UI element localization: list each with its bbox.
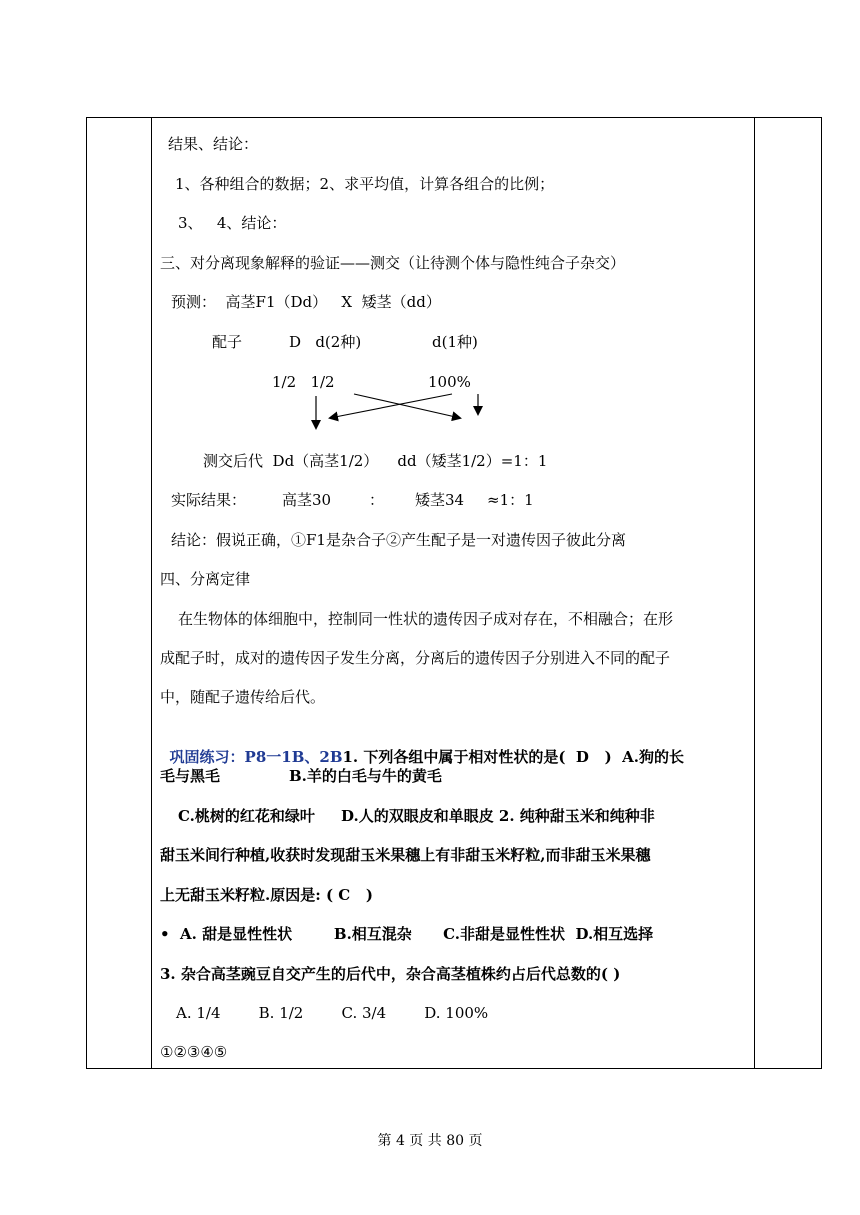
results-line-1: 1、各种组合的数据；2、求平均值，计算各组合的比例； bbox=[175, 175, 555, 193]
section-4-title: 四、分离定律 bbox=[160, 570, 251, 588]
arrow-cross-right bbox=[354, 394, 460, 418]
ratio-left: 1/2 1/2 bbox=[272, 373, 335, 391]
prediction-line: 预测： 高茎F1（Dd） X 矮茎（dd） bbox=[171, 293, 441, 311]
question-3-options: A. 1/4 B. 1/2 C. 3/4 D. 100% bbox=[176, 1004, 489, 1022]
question-3-text: 3. 杂合高茎豌豆自交产生的后代中，杂合高茎植株约占后代总数的( ) bbox=[160, 965, 621, 983]
results-title: 结果、结论： bbox=[168, 135, 259, 153]
results-line-3: 3、 4、结论： bbox=[178, 214, 287, 232]
actual-colon: ： bbox=[369, 491, 385, 509]
question-1-options-cd: C.桃树的红花和绿叶 D.人的双眼皮和单眼皮 2. 纯种甜玉米和纯种非 bbox=[178, 807, 655, 825]
question-2-line-3: 上无甜玉米籽粒.原因是: ( C ) bbox=[160, 886, 374, 904]
gametes-left: D d(2种) bbox=[289, 333, 362, 351]
question-2-options: • A. 甜是显性性状 B.相互混杂 C.非甜是显性性状 D.相互选择 bbox=[160, 925, 654, 943]
gametes-label: 配子 bbox=[212, 333, 243, 351]
ratio-right: 100% bbox=[428, 373, 471, 391]
law-line-2: 成配子时，成对的遗传因子发生分离，分离后的遗传因子分别进入不同的配子 bbox=[160, 649, 671, 667]
actual-label: 实际结果： bbox=[171, 491, 247, 509]
exercise-line-1 bbox=[160, 727, 684, 767]
conclusion-line: 结论：假说正确，①F1是杂合子②产生配子是一对遗传因子彼此分离 bbox=[171, 531, 626, 549]
exercise-label: 巩固练习：P8一1B、2B bbox=[169, 748, 343, 766]
circled-numbers: ①②③④⑤ bbox=[160, 1043, 228, 1061]
actual-ratio: ≈1：1 bbox=[487, 491, 534, 509]
question-1-text: 1. 下列各组中属于相对性状的是( D ) A.狗的长 bbox=[342, 748, 685, 766]
question-2-line-2: 甜玉米间行种植,收获时发现甜玉米果穗上有非甜玉米籽粒,而非甜玉米果穗 bbox=[160, 846, 651, 864]
actual-short: 矮茎34 bbox=[415, 491, 465, 509]
question-1-option-b: B.羊的白毛与牛的黄毛 bbox=[289, 767, 442, 785]
actual-tall: 高茎30 bbox=[282, 491, 332, 509]
law-line-3: 中，随配子遗传给后代。 bbox=[160, 688, 326, 706]
arrow-cross-left bbox=[330, 394, 452, 418]
page-footer: 第 4 页 共 80 页 bbox=[377, 1133, 483, 1149]
law-line-1: 在生物体的体细胞中，控制同一性状的遗传因子成对存在，不相融合；在形 bbox=[178, 610, 674, 628]
gametes-right: d(1种) bbox=[432, 333, 478, 351]
section-3-title: 三、对分离现象解释的验证——测交（让待测个体与隐性纯合子杂交） bbox=[160, 254, 626, 272]
testcross-offspring: 测交后代 Dd（高茎1/2） dd（矮茎1/2）=1：1 bbox=[203, 452, 548, 470]
question-1-option-a-end: 毛与黑毛 bbox=[160, 767, 221, 785]
